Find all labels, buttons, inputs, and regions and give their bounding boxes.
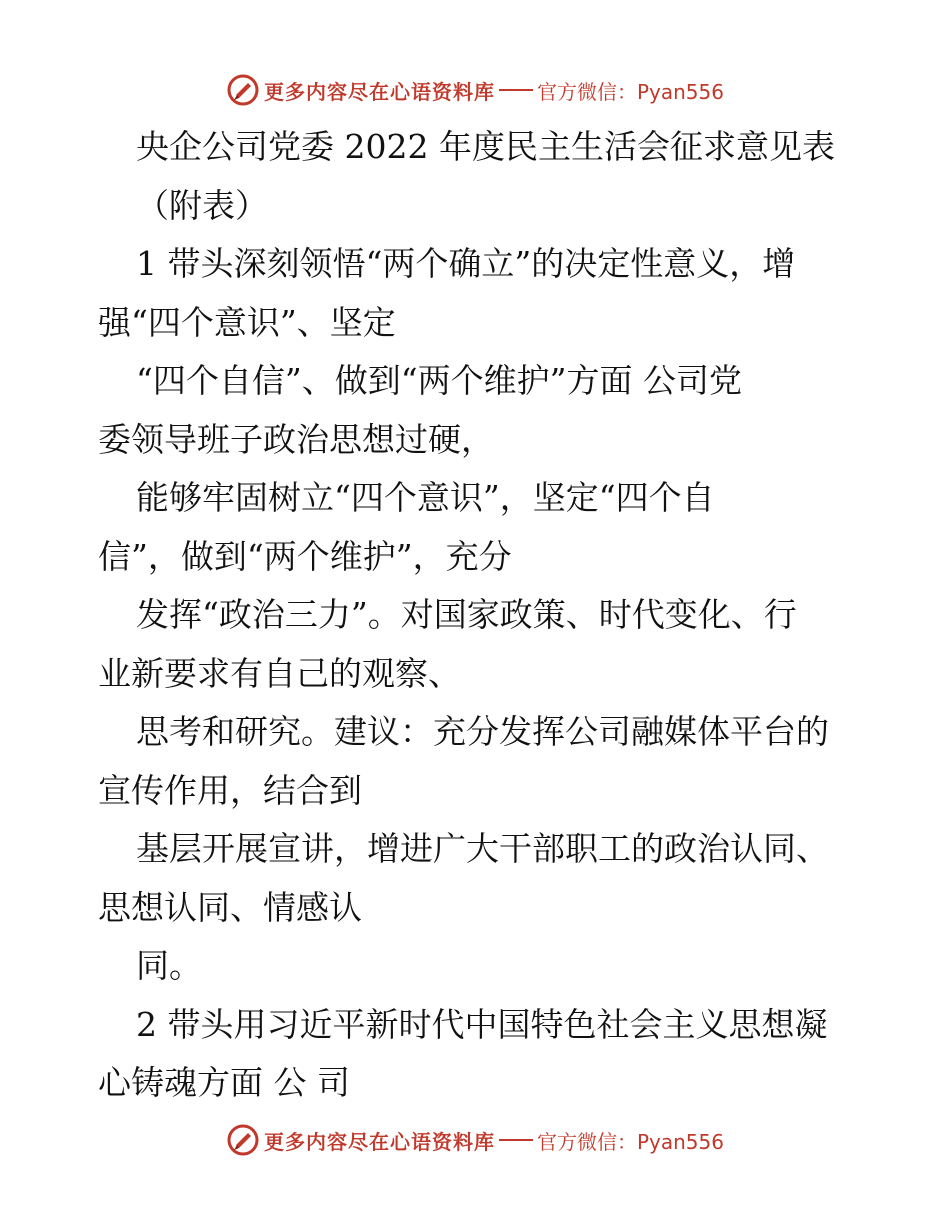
paragraph-line: 能够牢固树立“四个意识”，坚定“四个自 xyxy=(136,478,715,517)
document-subtitle: （附表） xyxy=(136,185,268,225)
paragraph-line: 同。 xyxy=(136,946,202,985)
document-title: 央企公司党委 2022 年度民主生活会征求意见表 xyxy=(136,127,835,166)
header-banner-text: 更多内容尽在心语资料库 xyxy=(263,79,495,104)
paragraph-line: “四个自信”、做到“两个维护”方面 公司党 xyxy=(136,361,742,400)
header-banner-contact: 官方微信：Pyan556 xyxy=(536,79,724,104)
paragraph-line: 业新要求有自己的观察、 xyxy=(98,653,461,693)
document-body xyxy=(98,118,858,1113)
paragraph-line: 发挥“政治三力”。对国家政策、时代变化、行 xyxy=(136,595,797,634)
footer-banner-text: 更多内容尽在心语资料库 xyxy=(263,1129,495,1154)
header-banner xyxy=(0,70,950,110)
paragraph-line: 强“四个意识”、坚定 xyxy=(98,302,396,342)
paragraph-line: 信”，做到“两个维护”，充分 xyxy=(98,536,512,576)
header-banner-dash xyxy=(499,89,533,91)
paragraph-line: 宣传作用，结合到 xyxy=(98,770,362,810)
footer-banner-contact: 官方微信：Pyan556 xyxy=(536,1129,724,1154)
footer-banner-dash xyxy=(499,1139,533,1141)
paragraph-line: 1 带头深刻领悟“两个确立”的决定性意义，增 xyxy=(136,244,796,283)
paragraph-line: 基层开展宣讲，增进广大干部职工的政治认同、 xyxy=(136,829,829,868)
paragraph-line: 思想认同、情感认 xyxy=(98,887,362,927)
paragraph-line: 2 带头用习近平新时代中国特色社会主义思想凝 xyxy=(136,1004,828,1044)
paragraph-line: 思考和研究。建议：充分发挥公司融媒体平台的 xyxy=(136,712,829,751)
brand-logo-icon xyxy=(226,73,260,107)
brand-logo-icon xyxy=(226,1123,260,1157)
footer-banner xyxy=(0,1120,950,1160)
paragraph-line: 心铸魂方面 公 司 xyxy=(98,1063,350,1102)
paragraph-line: 委领导班子政治思想过硬， xyxy=(98,419,494,459)
